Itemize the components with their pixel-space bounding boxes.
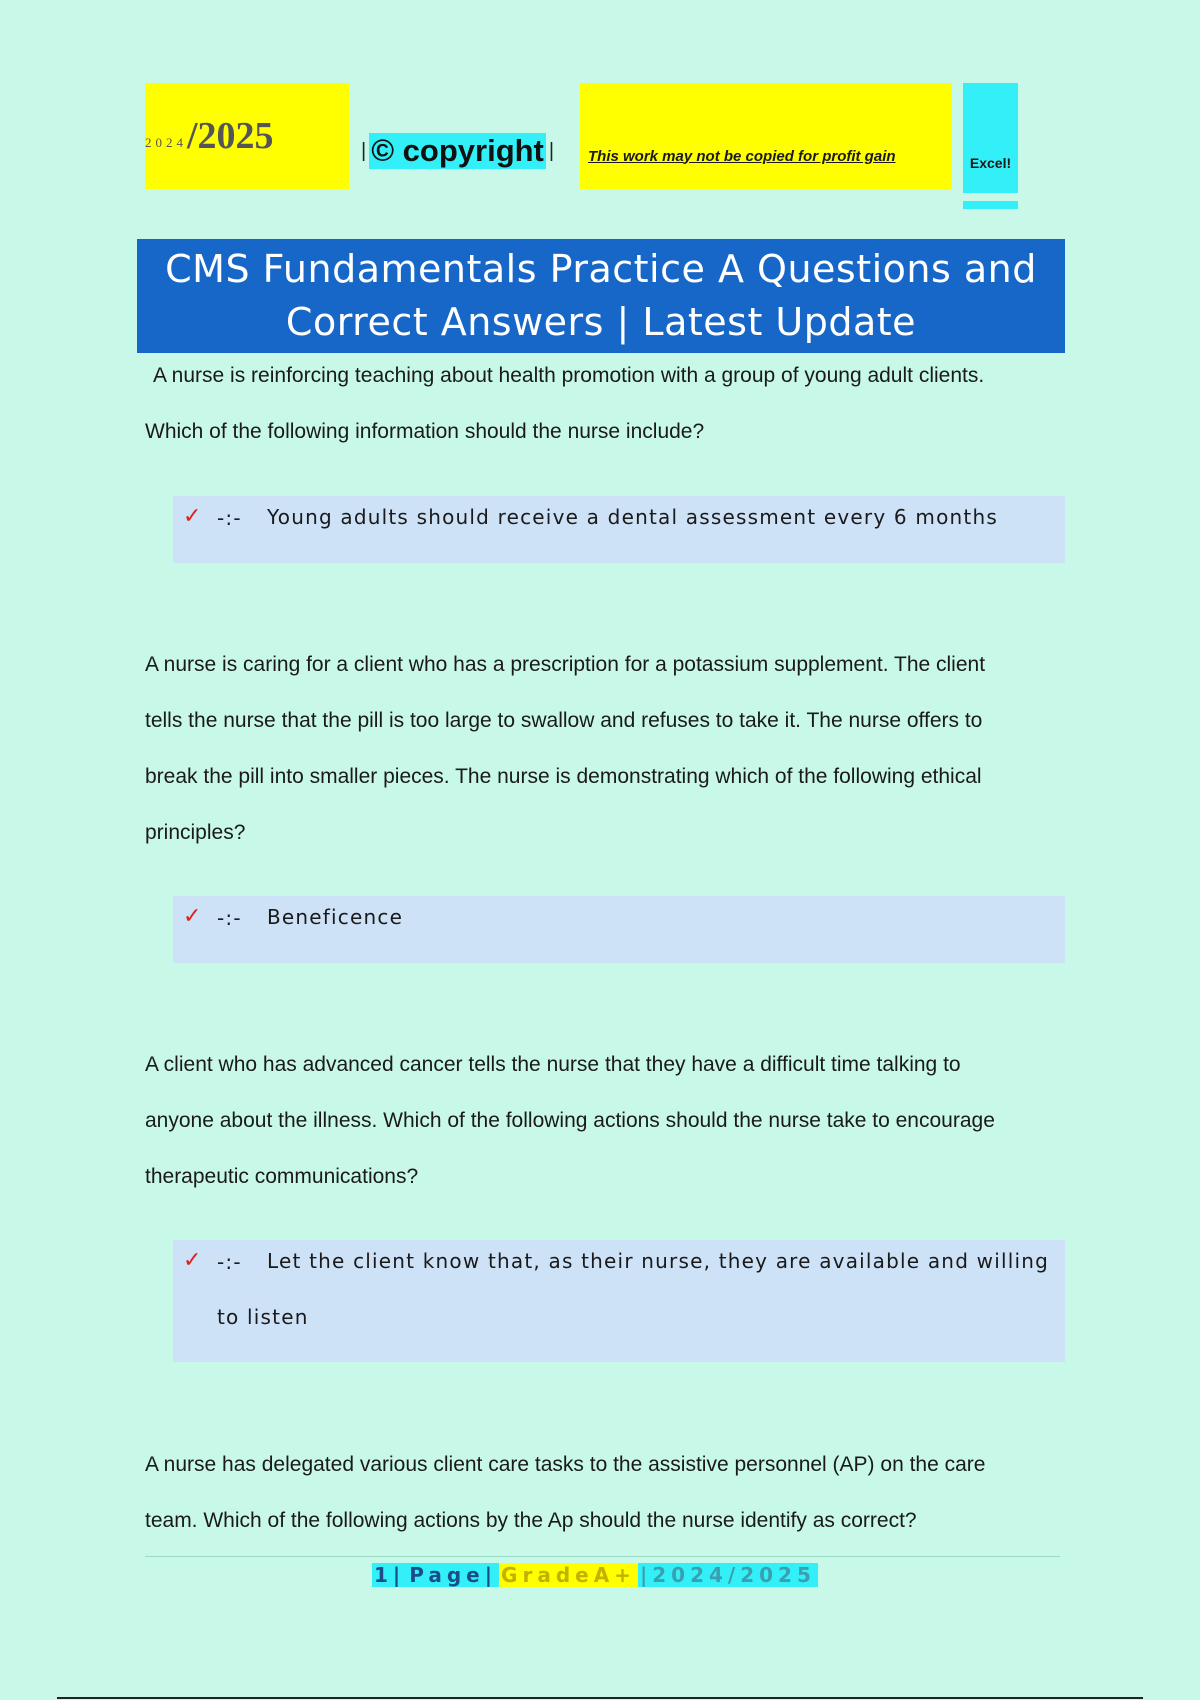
footer-grade: GradeA+ [501,1563,636,1587]
copy-notice-box [580,83,952,189]
answer-separator: -:- [217,906,242,930]
question-3-line-1: A client who has advanced cancer tells the nurse that they have a difficult time talking to [145,1053,961,1076]
excel-badge-text: Excel! [969,155,1012,171]
answer-3-line-2: to listen [217,1305,309,1329]
page-footer [372,1560,818,1590]
check-icon: ✓ [183,504,203,529]
question-4-line-1: A nurse has delegated various client care tasks to the assistive personnel (AP) on the care [145,1453,986,1476]
question-1 [145,348,1065,460]
footer-page-label: Page| [409,1563,498,1587]
copy-notice-text: This work may not be copied for profit gain [588,147,896,165]
page-title-line-2: Correct Answers | Latest Update [285,300,917,344]
year-end: /2025 [187,115,274,157]
page-title [165,243,1037,349]
answer-2 [173,896,1065,963]
answer-3-text [217,1233,1051,1345]
year-banner [145,83,349,189]
title-banner [137,239,1065,353]
answer-3 [173,1240,1065,1362]
question-2-line-2: tells the nurse that the pill is too large to swallow and refuses to take it. The nurse offers to [145,709,983,732]
answer-2-text: Beneficence [267,905,404,929]
footer-page-number: 1| [374,1563,406,1587]
year-start: 2024 [145,135,187,150]
answer-separator: -:- [217,506,242,530]
question-3-line-2: anyone about the illness. Which of the following actions should the nurse take to encourage [145,1109,995,1132]
answer-separator: -:- [217,1250,242,1274]
question-2-line-3: break the pill into smaller pieces. The nurse is demonstrating which of the following ethical [145,765,982,788]
footer-year: |2024/2025 [639,1563,816,1587]
question-1-line-1: A nurse is reinforcing teaching about health promotion with a group of young adult clients. [153,364,985,387]
question-2-line-1: A nurse is caring for a client who has a prescription for a potassium supplement. The client [145,653,986,676]
excel-badge [963,83,1018,193]
footer-divider [145,1556,1060,1557]
answer-3-line-1: Let the client know that, as their nurse, they are available and willing [267,1249,1049,1273]
copyright-pipe-right: | [548,139,555,162]
question-3-line-3: therapeutic communications? [145,1165,419,1188]
copyright-label [358,128,557,174]
question-2-line-4: principles? [145,821,246,844]
check-icon: ✓ [183,1248,203,1273]
page-bottom-border [57,1697,1143,1699]
copyright-mark: © copyright [371,133,544,168]
question-4 [145,1437,1065,1549]
question-4-line-2: team. Which of the following actions by the Ap should the nurse identify as correct? [145,1509,917,1532]
question-1-line-2: Which of the following information should the nurse include? [145,420,705,443]
excel-badge-underline [963,201,1018,209]
answer-1 [173,496,1065,563]
answer-1-text: Young adults should receive a dental assessment every 6 months [267,505,998,529]
copyright-pipe-left: | [361,139,367,162]
check-icon: ✓ [183,904,203,929]
question-3 [145,1037,1065,1205]
page-title-line-1: CMS Fundamentals Practice A Questions and [165,247,1037,291]
question-2 [145,637,1065,861]
